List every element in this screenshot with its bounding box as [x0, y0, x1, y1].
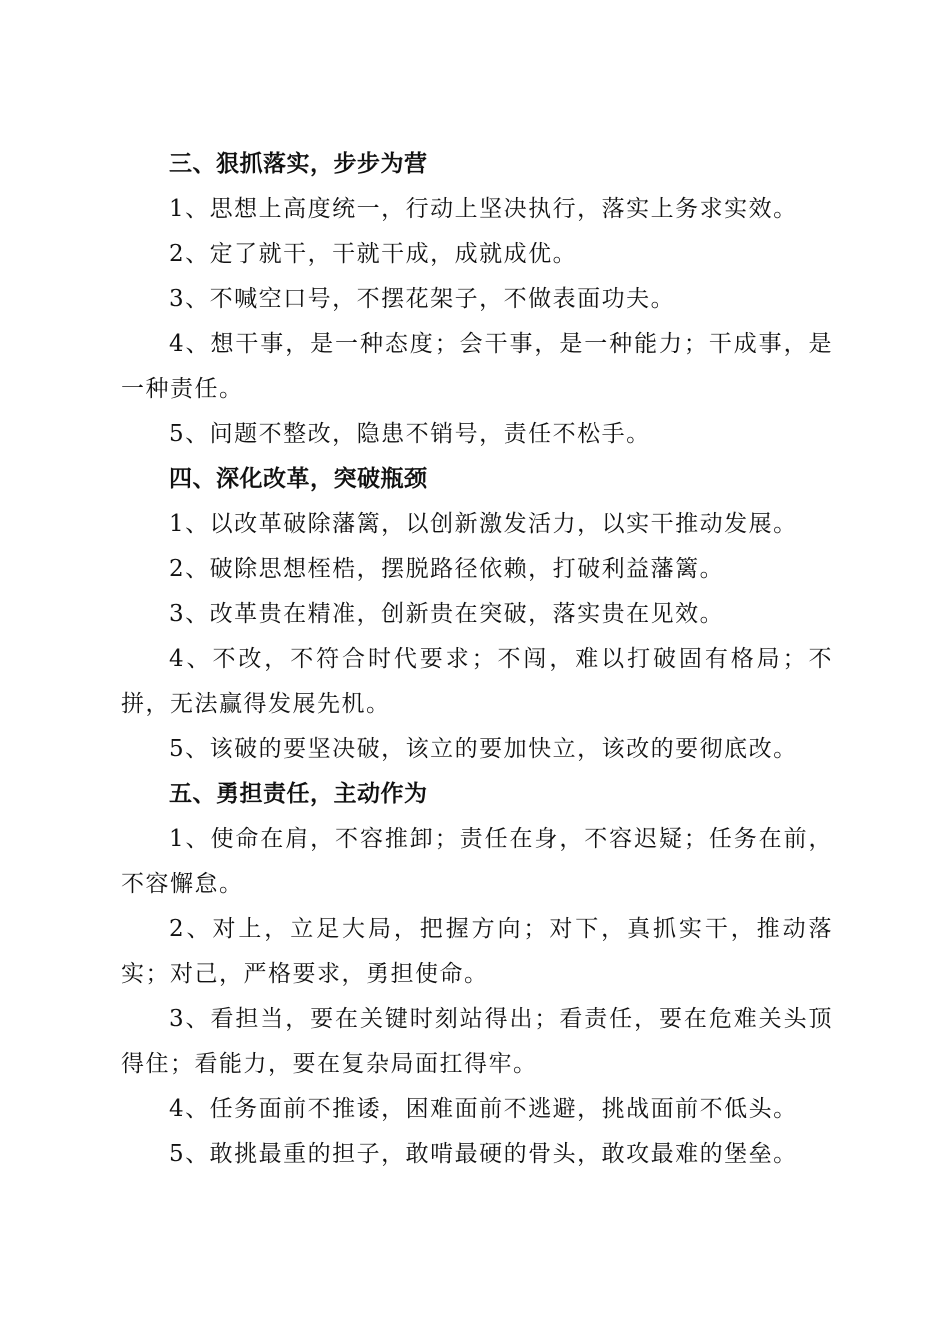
section-heading: 四、深化改革，突破瓶颈	[169, 466, 428, 492]
list-item: 5、问题不整改，隐患不销号，责任不松手。	[169, 421, 651, 447]
list-item: 1、使命在肩，不容推卸；责任在身，不容迟疑；任务在前，不容懈怠。	[121, 826, 833, 897]
list-item: 3、看担当，要在关键时刻站得出；看责任，要在危难关头顶得住；看能力，要在复杂局面扛得牢。	[121, 1006, 833, 1077]
list-item: 3、不喊空口号，不摆花架子，不做表面功夫。	[169, 286, 676, 312]
list-item: 1、思想上高度统一，行动上坚决执行，落实上务求实效。	[169, 196, 798, 222]
list-item: 4、不改，不符合时代要求；不闯，难以打破固有格局；不拼，无法赢得发展先机。	[121, 646, 833, 717]
list-item: 3、改革贵在精准，创新贵在突破，落实贵在见效。	[169, 601, 725, 627]
list-item: 5、该破的要坚决破，该立的要加快立，该改的要彻底改。	[169, 736, 798, 762]
list-item: 2、对上，立足大局，把握方向；对下，真抓实干，推动落实；对己，严格要求，勇担使命。	[121, 916, 833, 987]
list-item: 2、定了就干，干就干成，成就成优。	[169, 241, 578, 267]
section-heading: 五、勇担责任，主动作为	[169, 781, 428, 807]
list-item: 4、想干事，是一种态度；会干事，是一种能力；干成事，是一种责任。	[121, 331, 833, 402]
document-body	[121, 142, 833, 1177]
section-heading: 三、狠抓落实，步步为营	[169, 151, 428, 177]
list-item: 1、以改革破除藩篱，以创新激发活力，以实干推动发展。	[169, 511, 798, 537]
list-item: 5、敢挑最重的担子，敢啃最硬的骨头，敢攻最难的堡垒。	[169, 1141, 798, 1167]
list-item: 2、破除思想桎梏，摆脱路径依赖，打破利益藩篱。	[169, 556, 725, 582]
list-item: 4、任务面前不推诿，困难面前不逃避，挑战面前不低头。	[169, 1096, 798, 1122]
